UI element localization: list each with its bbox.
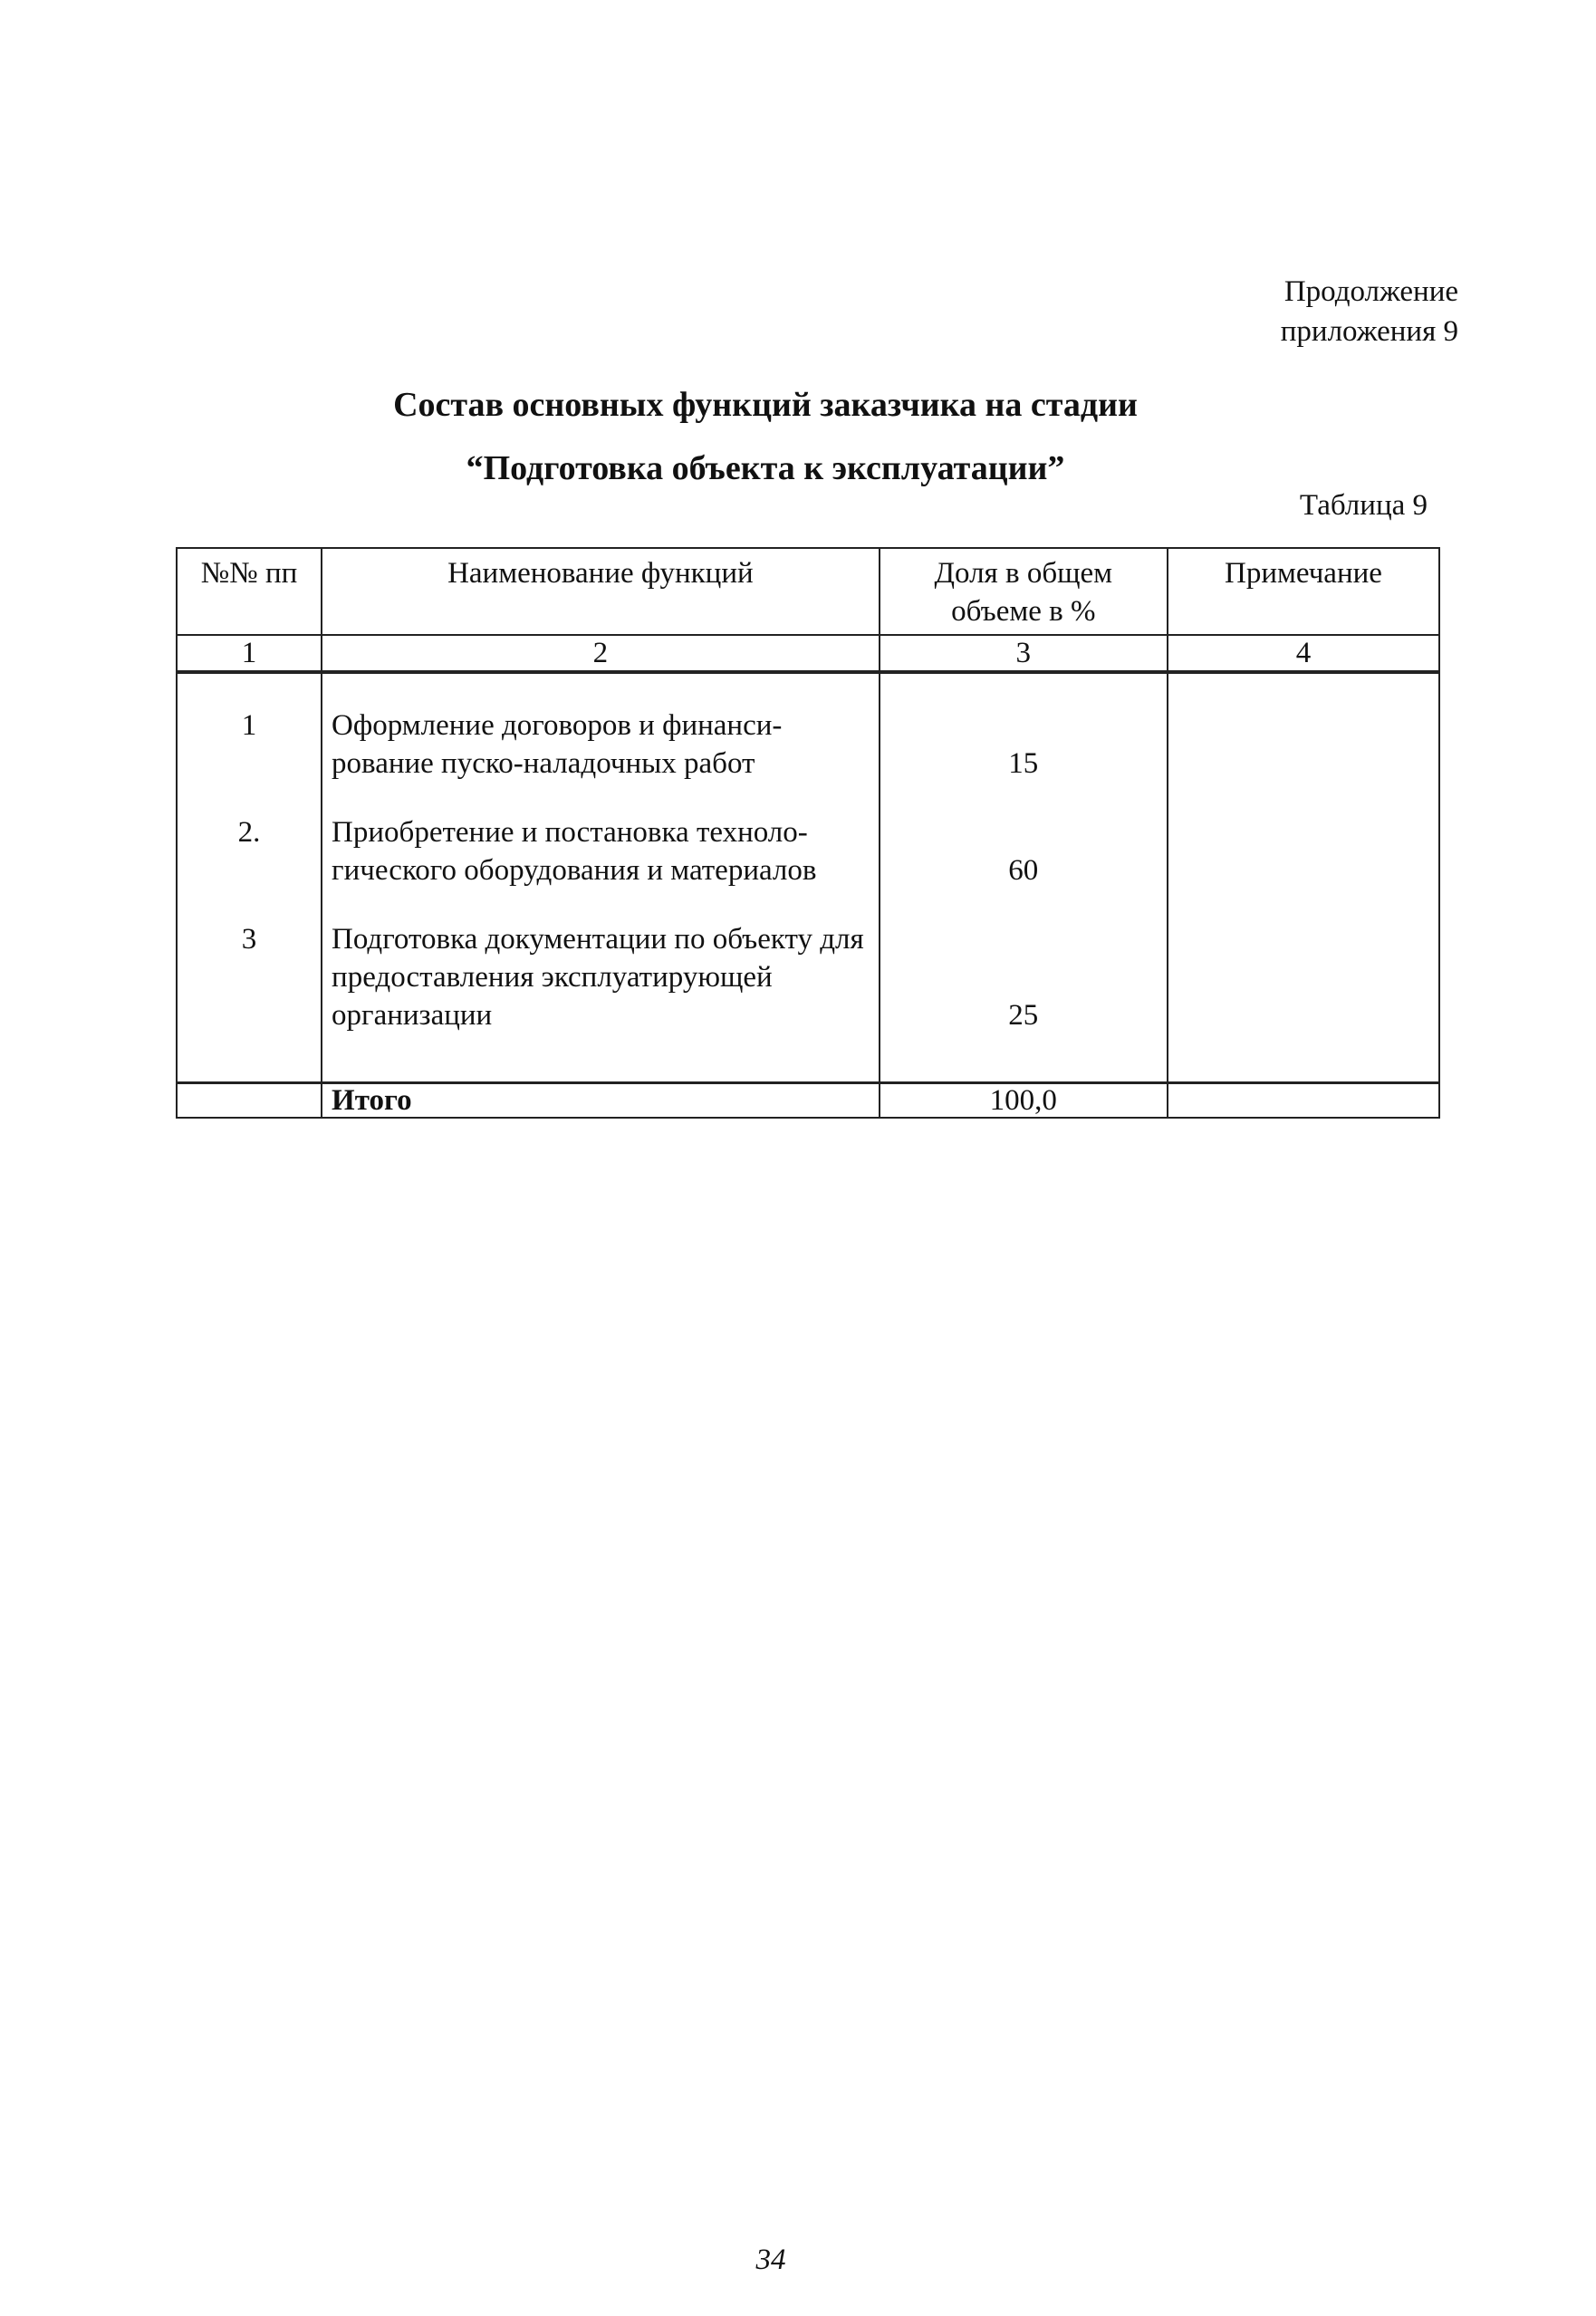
total-share: 100,0 [880, 1083, 1168, 1119]
continuation-line-1: Продолжение [1284, 275, 1458, 308]
table-label: Таблица 9 [1299, 489, 1428, 522]
row-function-name: Подготовка документации по объекту для предоставления эксплуатирующей организации [322, 920, 880, 1083]
row-note [1168, 706, 1439, 813]
table-row [177, 813, 1439, 920]
title-line-1: Состав основных функций заказчика на стадии [393, 386, 1138, 424]
continuation-note [1281, 272, 1458, 351]
spacer-row [177, 672, 1439, 706]
functions-table [176, 547, 1440, 1119]
table-row [177, 920, 1439, 1083]
row-number: 1 [177, 706, 322, 813]
column-numbers-row [177, 635, 1439, 672]
header-note: Примечание [1168, 548, 1439, 635]
row-number: 3 [177, 920, 322, 1083]
column-number-2: 2 [322, 635, 880, 672]
row-note [1168, 920, 1439, 1083]
table-header-row [177, 548, 1439, 635]
row-share: 60 [880, 813, 1168, 920]
header-number: №№ пп [177, 548, 322, 635]
header-function-name: Наименование функций [322, 548, 880, 635]
row-note [1168, 813, 1439, 920]
row-function-name: Оформление договоров и финанси-рование пуско-наладочных работ [322, 706, 880, 813]
total-number-cell [177, 1083, 322, 1119]
total-row [177, 1083, 1439, 1119]
continuation-line-2: приложения 9 [1280, 315, 1458, 348]
row-function-name: Приобретение и постановка техноло-гического оборудования и материалов [322, 813, 880, 920]
total-label: Итого [322, 1083, 880, 1119]
total-note-cell [1168, 1083, 1439, 1119]
column-number-3: 3 [880, 635, 1168, 672]
row-number: 2. [177, 813, 322, 920]
row-share: 15 [880, 706, 1168, 813]
document-title [0, 373, 1596, 500]
page-number: 34 [755, 2244, 786, 2276]
column-number-1: 1 [177, 635, 322, 672]
header-share: Доля в общем объеме в % [880, 548, 1168, 635]
column-number-4: 4 [1168, 635, 1439, 672]
row-share: 25 [880, 920, 1168, 1083]
title-line-2: “Подготовка объекта к эксплуатации” [466, 449, 1065, 487]
table-row [177, 706, 1439, 813]
